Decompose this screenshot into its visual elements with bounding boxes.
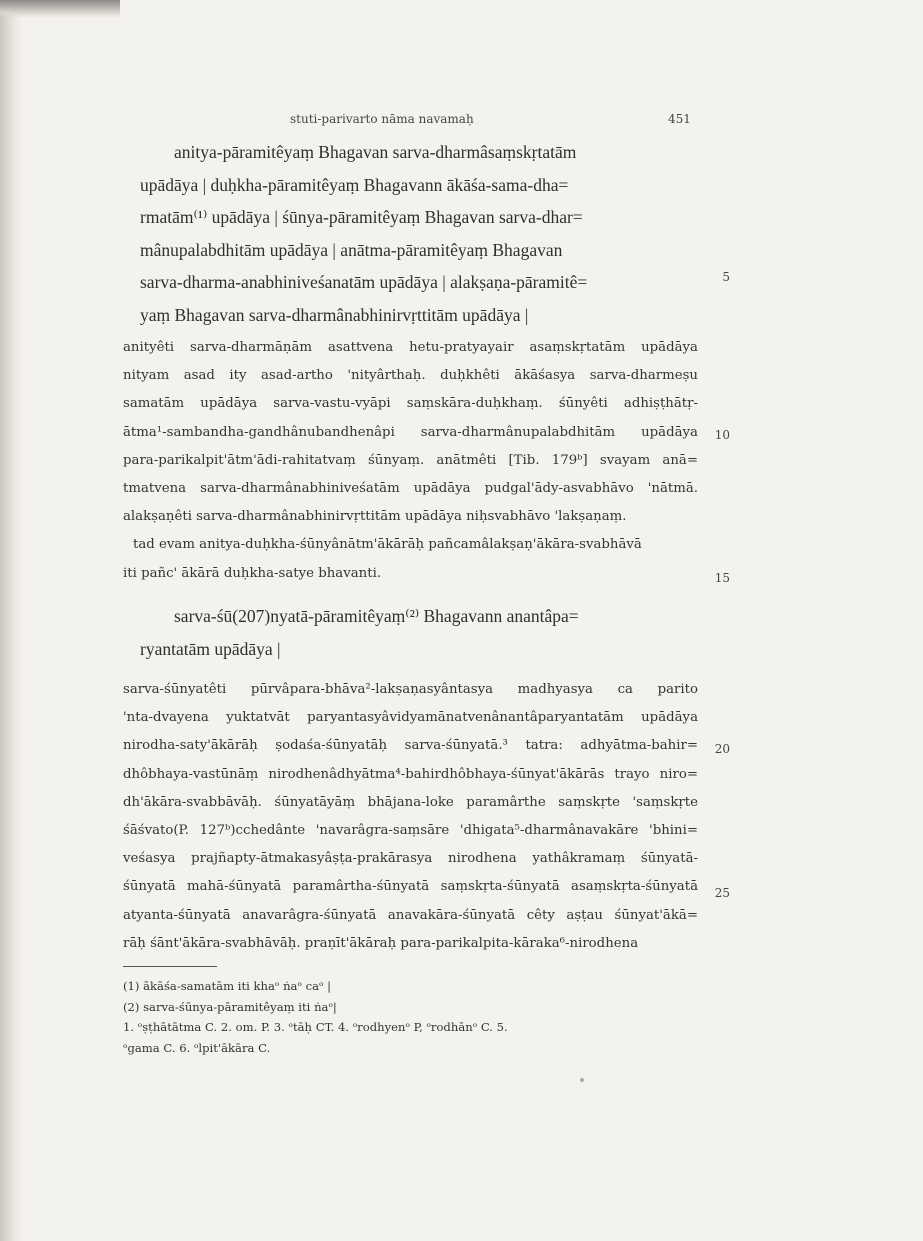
verse-line: ryantatām upādāya | <box>140 638 281 659</box>
commentary-line: dh'ākāra-svabbāvāḥ. śūnyatāyāṃ bhājana-loke paramârthe saṃskṛte 'saṃskṛte <box>123 794 698 810</box>
verse-line: mânupalabdhitām upādāya | anātma-pāramitêyaṃ Bhagavan <box>140 239 563 260</box>
commentary-line: veśasya prajñapty-ātmakasyâṣṭa-prakārasya nirodhena yathâkramaṃ śūnyatā- <box>123 851 698 867</box>
running-title: stuti-parivarto nāma navamaḥ <box>290 112 474 126</box>
scan-speck <box>580 1078 584 1082</box>
commentary-line: sarva-śūnyatêti pūrvâpara-bhāva²-lakṣaṇasyântasya madhyasya ca parito <box>123 682 698 697</box>
commentary-line: 'nta-dvayena yuktatvāt paryantasyâvidyamānatvenânantâparyantatām upādāya <box>123 710 698 726</box>
commentary-line: anityêti sarva-dharmāṇām asattvena hetu-pratyayair asaṃskṛtatām upādāya <box>123 340 698 355</box>
line-number: 20 <box>714 742 730 756</box>
footnote-line: (1) ākāśa-samatām iti khaᵒ ṅaᵒ caᵒ | <box>123 979 332 993</box>
page-number: 451 <box>668 112 691 126</box>
commentary-line: atyanta-śūnyatā anavarâgra-śūnyatā anavakāra-śūnyatā cêty aṣṭau śūnyat'ākā= <box>123 907 698 923</box>
commentary-line: ātma¹-sambandha-gandhânubandhenâpi sarva-dharmânupalabdhitām upādāya <box>123 424 698 440</box>
line-number: 25 <box>714 886 730 900</box>
line-number: 15 <box>714 571 730 585</box>
commentary-line: tad evam anitya-duḥkha-śūnyânātm'ākārāḥ pañcamâlakṣaṇ'ākāra-svabhāvā <box>133 537 642 553</box>
commentary-line: śūnyatā mahā-śūnyatā paramârtha-śūnyatā saṃskṛta-śūnyatā asaṃskṛta-śūnyatā <box>123 879 698 895</box>
commentary-line: nityam asad ity asad-artho 'nityârthaḥ. duḥkhêti ākāśasya sarva-dharmeṣu <box>123 368 698 384</box>
verse-block-2 <box>140 600 680 665</box>
verse-line: yaṃ Bhagavan sarva-dharmânabhinirvṛttitām upādāya | <box>140 304 529 325</box>
footnotes <box>123 976 703 1058</box>
footnote-line: (2) sarva-śūnya-pāramitêyaṃ iti ṅaᵒ| <box>123 999 337 1014</box>
commentary-block-2 <box>123 676 698 958</box>
verse-line: sarva-dharma-anabhiniveśanatām upādāya | alakṣaṇa-pāramitê= <box>140 272 588 292</box>
commentary-line: alakṣaṇêti sarva-dharmânabhinirvṛttitām upādāya niḥsvabhāvo 'lakṣaṇaṃ. <box>123 509 627 525</box>
commentary-line: rāḥ śānt'ākāra-svabhāvāḥ. praṇīt'ākāraḥ para-parikalpita-kāraka⁶-nirodhena <box>123 935 639 951</box>
commentary-line: iti pañc' ākārā duḥkha-satye bhavanti. <box>123 565 382 581</box>
footnote-line: 1. ᵒṣṭhātātma C. 2. om. P. 3. ᵒtāḥ CT. 4. ᵒrodhyenᵒ P, ᵒrodhānᵒ C. 5. <box>123 1020 508 1034</box>
verse-line: upādāya | duḥkha-pāramitêyaṃ Bhagavann ākāśa-sama-dha= <box>140 174 569 195</box>
verse-line: rmatām⁽¹⁾ upādāya | śūnya-pāramitêyaṃ Bhagavan sarva-dhar= <box>140 207 583 227</box>
commentary-line: samatām upādāya sarva-vastu-vyāpi saṃskāra-duḥkhaṃ. śūnyêti adhiṣṭhātṛ- <box>123 396 698 412</box>
verse-block-1 <box>140 136 680 331</box>
line-number: 10 <box>714 428 730 442</box>
commentary-line: śāśvato(P. 127ᵇ)cchedânte 'navarâgra-saṃsāre 'dhigata⁵-dharmânavakāre 'bhini= <box>123 823 698 839</box>
verse-line: anitya-pāramitêyaṃ Bhagavan sarva-dharmâsaṃskṛtatām <box>174 142 577 162</box>
footnote-separator <box>123 966 217 967</box>
commentary-line: para-parikalpit'ātm'ādi-rahitatvaṃ śūnyaṃ. anātmêti [Tib. 179ᵇ] svayam anā= <box>123 452 698 468</box>
footnote-line: ᵒgama C. 6. ᵒlpit'ākāra C. <box>123 1040 271 1055</box>
commentary-block-1 <box>123 334 698 588</box>
commentary-line: dhôbhaya-vastūnāṃ nirodhenâdhyātma⁴-bahirdhôbhaya-śūnyat'ākārās trayo niro= <box>123 766 698 782</box>
line-number: 5 <box>722 270 730 284</box>
verse-line: sarva-śū(207)nyatā-pāramitêyaṃ⁽²⁾ Bhagavann anantâpa= <box>174 606 579 626</box>
commentary-line: tmatvena sarva-dharmânabhiniveśatām upādāya pudgal'ādy-asvabhāvo 'nātmā. <box>123 481 698 497</box>
commentary-line: nirodha-saty'ākārāḥ ṣodaśa-śūnyatāḥ sarva-śūnyatā.³ tatra: adhyātma-bahir= <box>123 738 698 754</box>
